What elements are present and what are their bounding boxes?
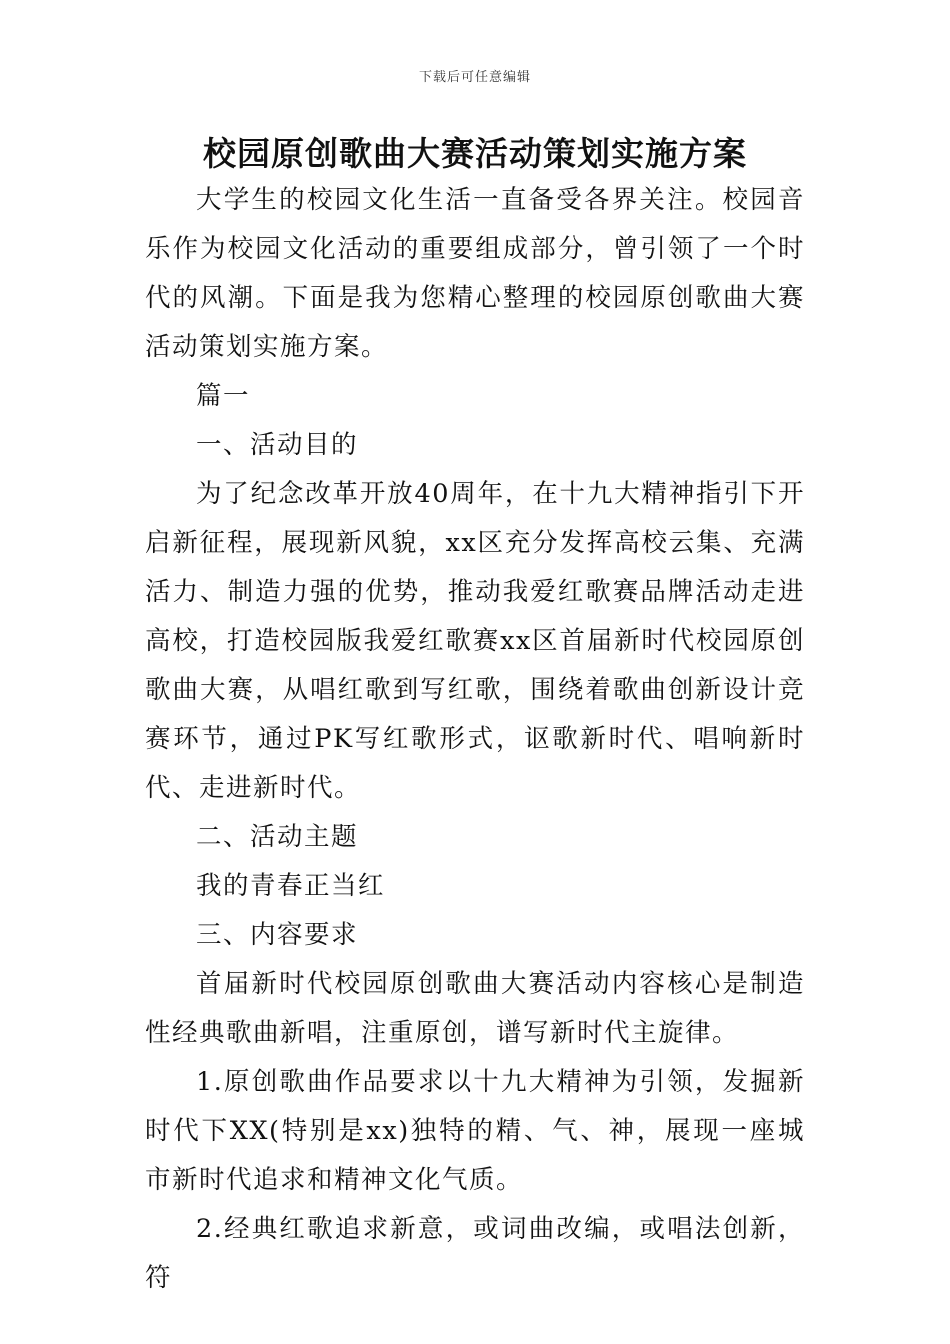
paragraph-activity-theme: 我的青春正当红 — [196, 871, 386, 901]
paragraph-activity-purpose: 为了纪念改革开放40周年，在十九大精神指引下开启新征程，展现新风貌，xx区充分发挥高校云集、充满活力、制造力强的优势，推动我爱红歌赛品牌活动走进高校，打造校园版我爱红歌赛xx区首届新时代校园原创歌曲大赛，从唱红歌到写红歌，围绕着歌曲创新设计竞赛环节，通过PK写红歌形式，讴歌新时代、唱响新时代、走进新时代。 — [145, 479, 805, 803]
paragraph-requirement-2: 2.经典红歌追求新意，或词曲改编，或唱法创新，符 — [145, 1214, 805, 1293]
header-note: 下载后可任意编辑 — [418, 70, 531, 85]
paragraph-requirement-1: 1.原创歌曲作品要求以十九大精神为引领，发掘新时代下XX(特别是xx)独特的精、气、神，展现一座城市新时代追求和精神文化气质。 — [145, 1067, 805, 1195]
document-body — [145, 176, 805, 1303]
heading-content-requirements: 三、内容要求 — [196, 920, 359, 950]
document-title: 校园原创歌曲大赛活动策划实施方案 — [203, 134, 747, 173]
paragraph-intro: 大学生的校园文化生活一直备受各界关注。校园音乐作为校园文化活动的重要组成部分，曾引领了一个时代的风潮。下面是我为您精心整理的校园原创歌曲大赛活动策划实施方案。 — [145, 185, 805, 362]
heading-activity-purpose: 一、活动目的 — [196, 430, 359, 460]
paragraph-section-label: 篇一 — [196, 381, 251, 411]
paragraph-content-core: 首届新时代校园原创歌曲大赛活动内容核心是制造性经典歌曲新唱，注重原创，谱写新时代主旋律。 — [145, 969, 805, 1048]
heading-activity-theme: 二、活动主题 — [196, 822, 359, 852]
